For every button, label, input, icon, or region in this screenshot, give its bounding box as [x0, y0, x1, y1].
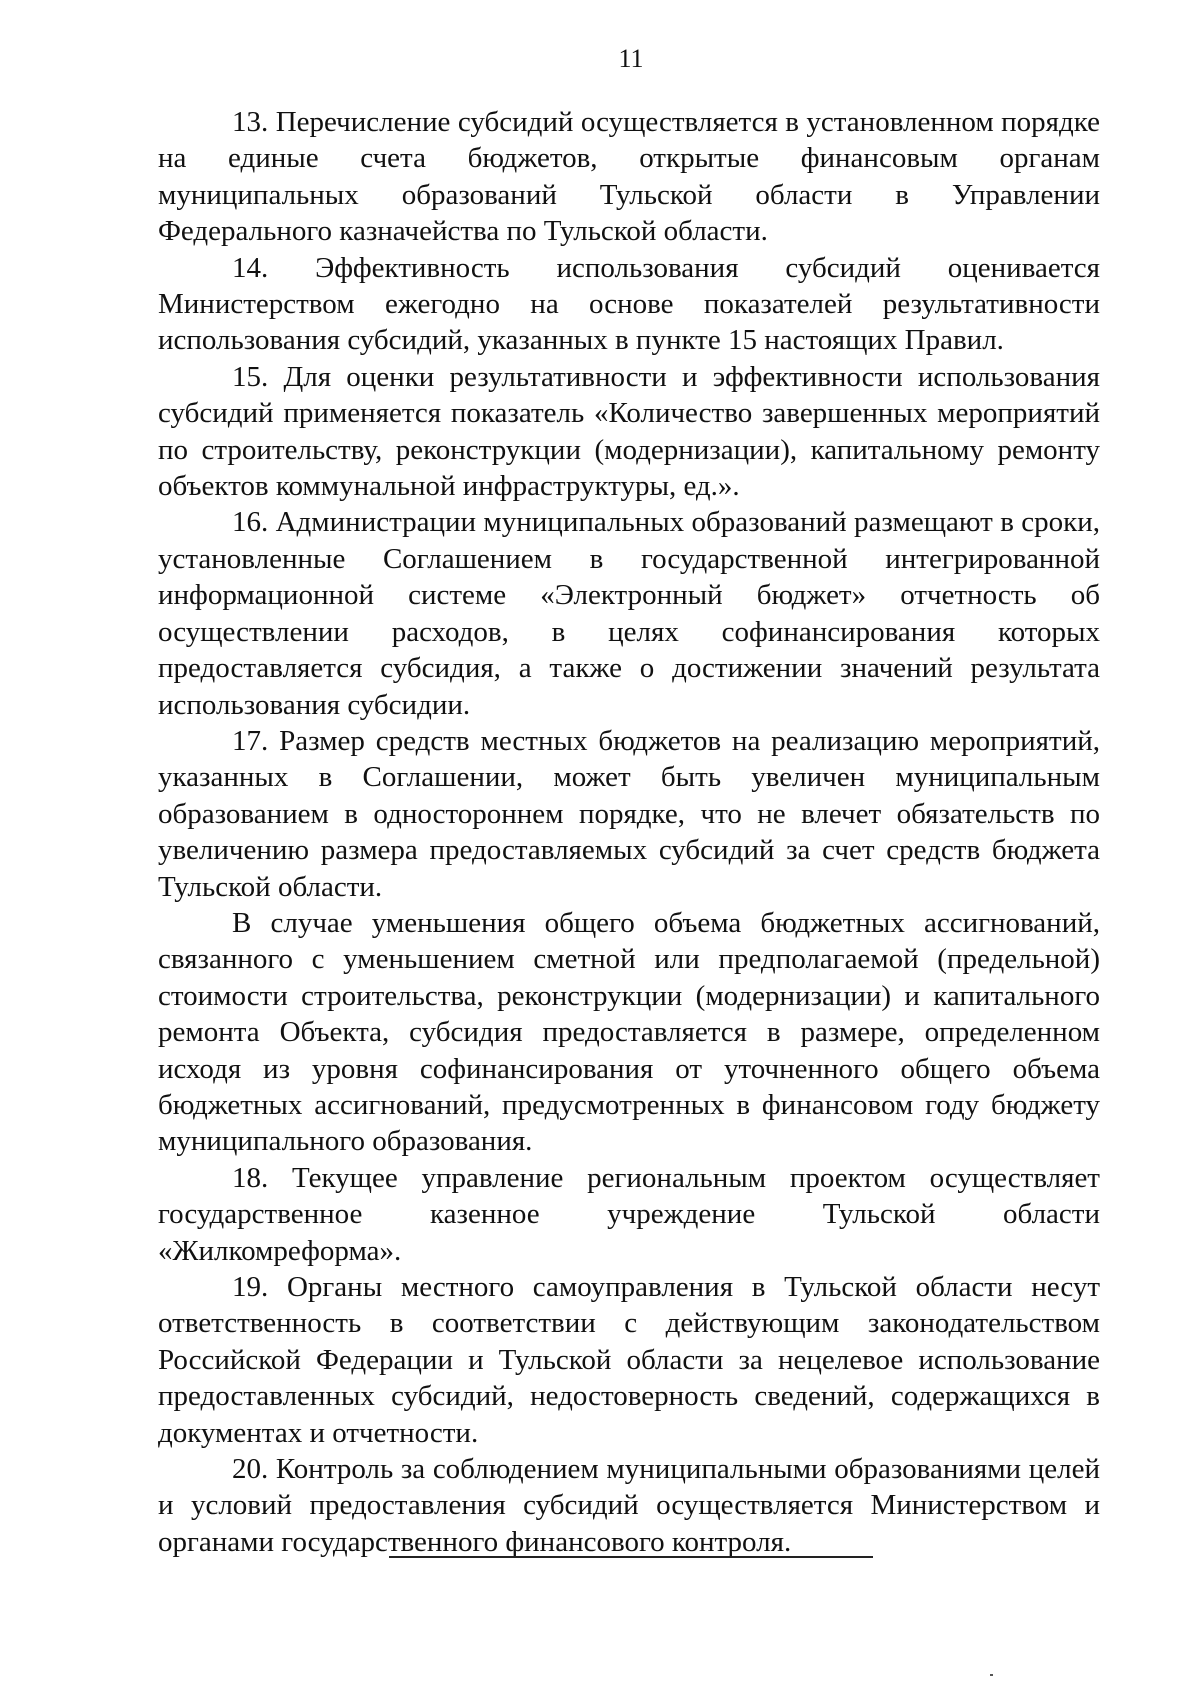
document-body: [158, 104, 1100, 1560]
paragraph-18: 18. Текущее управление региональным проектом осуществляет государственное казенное учреждение Тульской области «Жилкомреформа».: [158, 1161, 1100, 1267]
closing-rule: [389, 1556, 873, 1558]
paragraph-19: 19. Органы местного самоуправления в Тульской области несут ответственность в соответствии с действующим законодательством Российской Федерации и Тульской области за нецелевое использование предоставленных субсидий, недостоверность сведений, содержащихся в документах и отчетности.: [158, 1271, 1100, 1449]
paragraph-17: 17. Размер средств местных бюджетов на реализацию мероприятий, указанных в Соглашении, может быть увеличен муниципальным образованием в одностороннем порядке, что не влечет обязательств по увеличению размера предоставляемых субсидий за счет средств бюджета Тульской области.: [158, 724, 1100, 903]
scan-speck: [990, 1674, 993, 1676]
page-number: 11: [618, 44, 644, 73]
paragraph-16: 16. Администрации муниципальных образований размещают в сроки, установленные Соглашением в государственной интегрированной информационной системе «Электронный бюджет» отчетность об осуществлении расходов, в целях софинансирования которых предоставляется субсидия, а также о достижении значений результата использования субсидии.: [158, 506, 1100, 721]
paragraph-15: 15. Для оценки результативности и эффективности использования субсидий применяется показатель «Количество завершенных мероприятий по строительству, реконструкции (модернизации), капитальному ремонту объектов коммунальной инфраструктуры, ед.».: [158, 360, 1100, 503]
paragraph-20: 20. Контроль за соблюдением муниципальными образованиями целей и условий предоставления субсидий осуществляется Министерством и органами государственного финансового контроля.: [158, 1453, 1100, 1558]
paragraph-14: 14. Эффективность использования субсидий оценивается Министерством ежегодно на основе показателей результативности использования субсидий, указанных в пункте 15 настоящих Правил.: [158, 251, 1100, 357]
paragraph-13: 13. Перечисление субсидий осуществляется в установленном порядке на единые счета бюджетов, открытые финансовым органам муниципальных образований Тульской области в Управлении Федерального казначейства по Тульской области.: [158, 106, 1100, 248]
paragraph-17-continued: В случае уменьшения общего объема бюджетных ассигнований, связанного с уменьшением сметной или предполагаемой (предельной) стоимости строительства, реконструкции (модернизации) и капитального ремонта Объекта, субсидия предоставляется в размере, определенном исходя из уровня софинансирования от уточненного общего объема бюджетных ассигнований, предусмотренных в финансовом году бюджету муниципального образования.: [158, 906, 1100, 1158]
